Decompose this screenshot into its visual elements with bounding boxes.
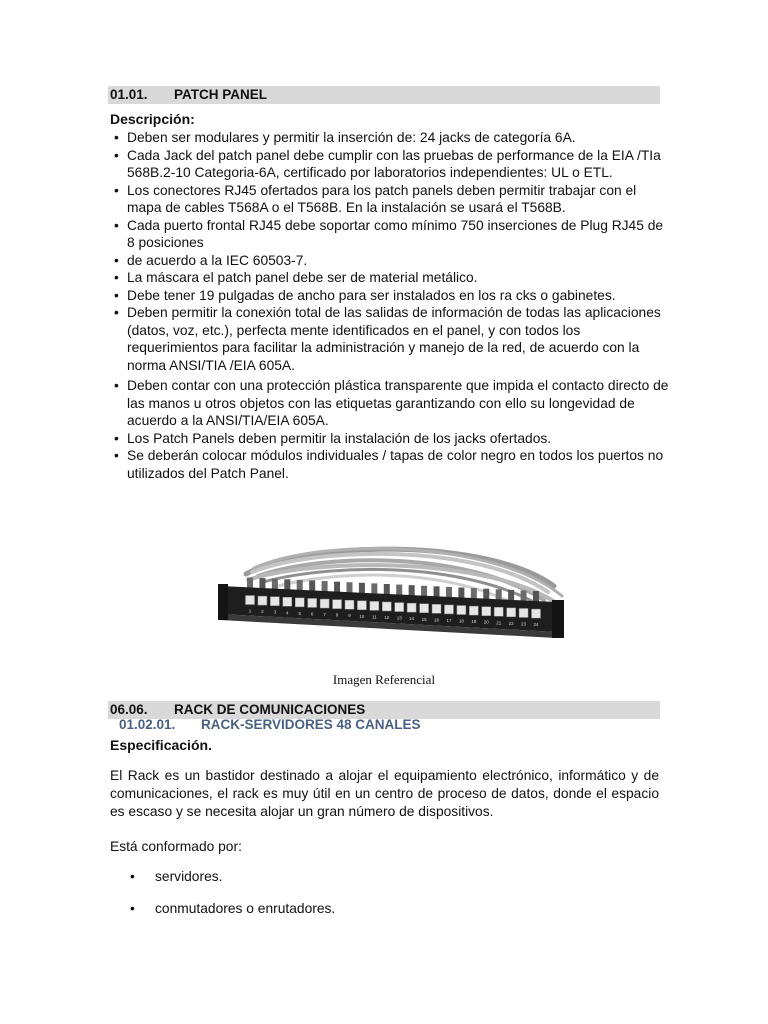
rj45-jack	[295, 598, 304, 607]
list-item: • servidores.	[130, 868, 335, 900]
port-number-label: 2	[261, 609, 264, 615]
port-number-label: 10	[359, 613, 365, 619]
list-item: • Cada puerto frontal RJ45 debe soportar como mínimo 750 inserciones de Plug RJ45 de 8 posiciones	[110, 217, 670, 252]
port-number-label: 13	[396, 615, 402, 621]
section-number: 01.01.	[110, 87, 148, 102]
subsection-number: 01.02.01.	[119, 717, 176, 732]
list-item: • Deben contar con una protección plástica transparente que impida el contacto directo de las manos u otros objetos con las etiquetas garantizando con ello su longevidad de acuerdo a la ANSI/TIA/EIA 605A.	[110, 377, 670, 430]
rj45-jack	[420, 604, 429, 613]
rj45-jack	[532, 609, 541, 618]
rj45-jack	[333, 600, 342, 609]
port-number-label: 11	[372, 614, 377, 620]
rj45-jack	[444, 605, 453, 614]
section-number: 06.06.	[110, 702, 148, 717]
port-number-label: 15	[421, 616, 427, 622]
list-item: • de acuerdo a la IEC 60503-7.	[110, 252, 670, 270]
port-number-label: 22	[508, 620, 514, 626]
port-number-label: 1	[248, 608, 252, 614]
port-number-label: 16	[434, 617, 440, 623]
port-number-label: 4	[286, 610, 289, 616]
patch-panel-image	[218, 546, 570, 666]
list-item: • Los conectores RJ45 ofertados para los patch panels deben permitir trabajar con el mapa de cables T568A o el T568B. En la instalación se usará el T568B.	[110, 182, 670, 217]
rj45-jack	[407, 603, 416, 612]
description-label: Descripción:	[110, 111, 195, 127]
port-number-label: 5	[298, 610, 301, 616]
list-item: • Debe tener 19 pulgadas de ancho para ser instalados en los ra cks o gabinetes.	[110, 287, 670, 305]
port-number-label: 23	[521, 621, 527, 627]
rack-components-list	[130, 868, 335, 932]
port-number-label: 9	[348, 613, 351, 619]
rj45-jack	[308, 598, 317, 607]
rj45-jack	[382, 602, 391, 611]
rj45-jack	[345, 600, 354, 609]
section-title: PATCH PANEL	[174, 87, 267, 102]
port-number-label: 19	[471, 619, 477, 625]
rj45-jack	[469, 606, 478, 615]
port-number-label: 21	[496, 620, 502, 626]
composition-intro: Está conformado por:	[110, 839, 242, 854]
rj45-jack	[270, 597, 279, 606]
port-number-label: 14	[409, 616, 415, 622]
rj45-jack	[457, 606, 466, 615]
rj45-jack	[432, 604, 441, 613]
port-number-label: 8	[335, 612, 339, 618]
list-item: • Cada Jack del patch panel debe cumplir con las pruebas de performance de la EIA /TIa 568B.2-10 Categoria-6A, certificado por laboratorios independientes: UL o ETL.	[110, 147, 670, 182]
rj45-jack	[519, 608, 528, 617]
section-title: RACK DE COMUNICACIONES	[174, 702, 366, 717]
port-number-label: 3	[273, 609, 277, 615]
port-number-label: 12	[384, 614, 390, 620]
list-item: • conmutadores o enrutadores.	[130, 900, 335, 932]
subsection-title: RACK-SERVIDORES 48 CANALES	[201, 717, 421, 732]
rj45-jack	[357, 601, 366, 610]
list-item: • Los Patch Panels deben permitir la instalación de los jacks ofertados.	[110, 430, 670, 448]
rack-description-paragraph: El Rack es un bastidor destinado a alojar el equipamiento electrónico, informático y de comunicaciones, el rack es muy útil en un centro de proceso de datos, donde el espacio es escaso y se necesita alojar un gran número de dispositivos.	[110, 768, 659, 819]
rj45-jack	[507, 608, 516, 617]
rj45-jack	[494, 607, 503, 616]
port-number-label: 7	[323, 612, 326, 618]
list-item: • La máscara el patch panel debe ser de material metálico.	[110, 269, 670, 287]
rj45-jack	[258, 596, 267, 605]
rj45-jack	[395, 603, 404, 612]
rj45-jack	[283, 597, 292, 606]
port-number-label: 24	[533, 622, 539, 628]
section-heading-patch-panel	[108, 86, 660, 104]
patch-panel-requirements-list	[110, 129, 670, 482]
list-item: • Se deberán colocar módulos individuales / tapas de color negro en todos los puertos no utilizados del Patch Panel.	[110, 447, 670, 482]
right-mount-ear	[552, 600, 564, 638]
rj45-jack	[370, 601, 379, 610]
specification-label: Especificación.	[110, 737, 212, 753]
port-number-label: 18	[458, 618, 464, 624]
port-number-label: 17	[446, 617, 452, 623]
list-item: • Deben ser modulares y permitir la inserción de: 24 jacks de categoría 6A.	[110, 129, 670, 147]
rj45-jack	[320, 599, 329, 608]
image-caption: Imagen Referencial	[332, 672, 436, 687]
port-number-label: 6	[310, 611, 314, 617]
subsection-heading	[119, 717, 421, 732]
left-mount-ear	[218, 584, 228, 620]
port-number-label: 20	[483, 619, 489, 625]
list-item: • Deben permitir la conexión total de las salidas de información de todas las aplicaciones (datos, voz, etc.), perfecta mente identificados en el panel, y con todos los requerimientos para facilitar la administración y manejo de la red, de acuerdo con la norma ANSI/TIA /EIA 605A.	[110, 304, 670, 374]
rj45-jack	[482, 607, 491, 616]
rj45-jack	[246, 596, 255, 605]
